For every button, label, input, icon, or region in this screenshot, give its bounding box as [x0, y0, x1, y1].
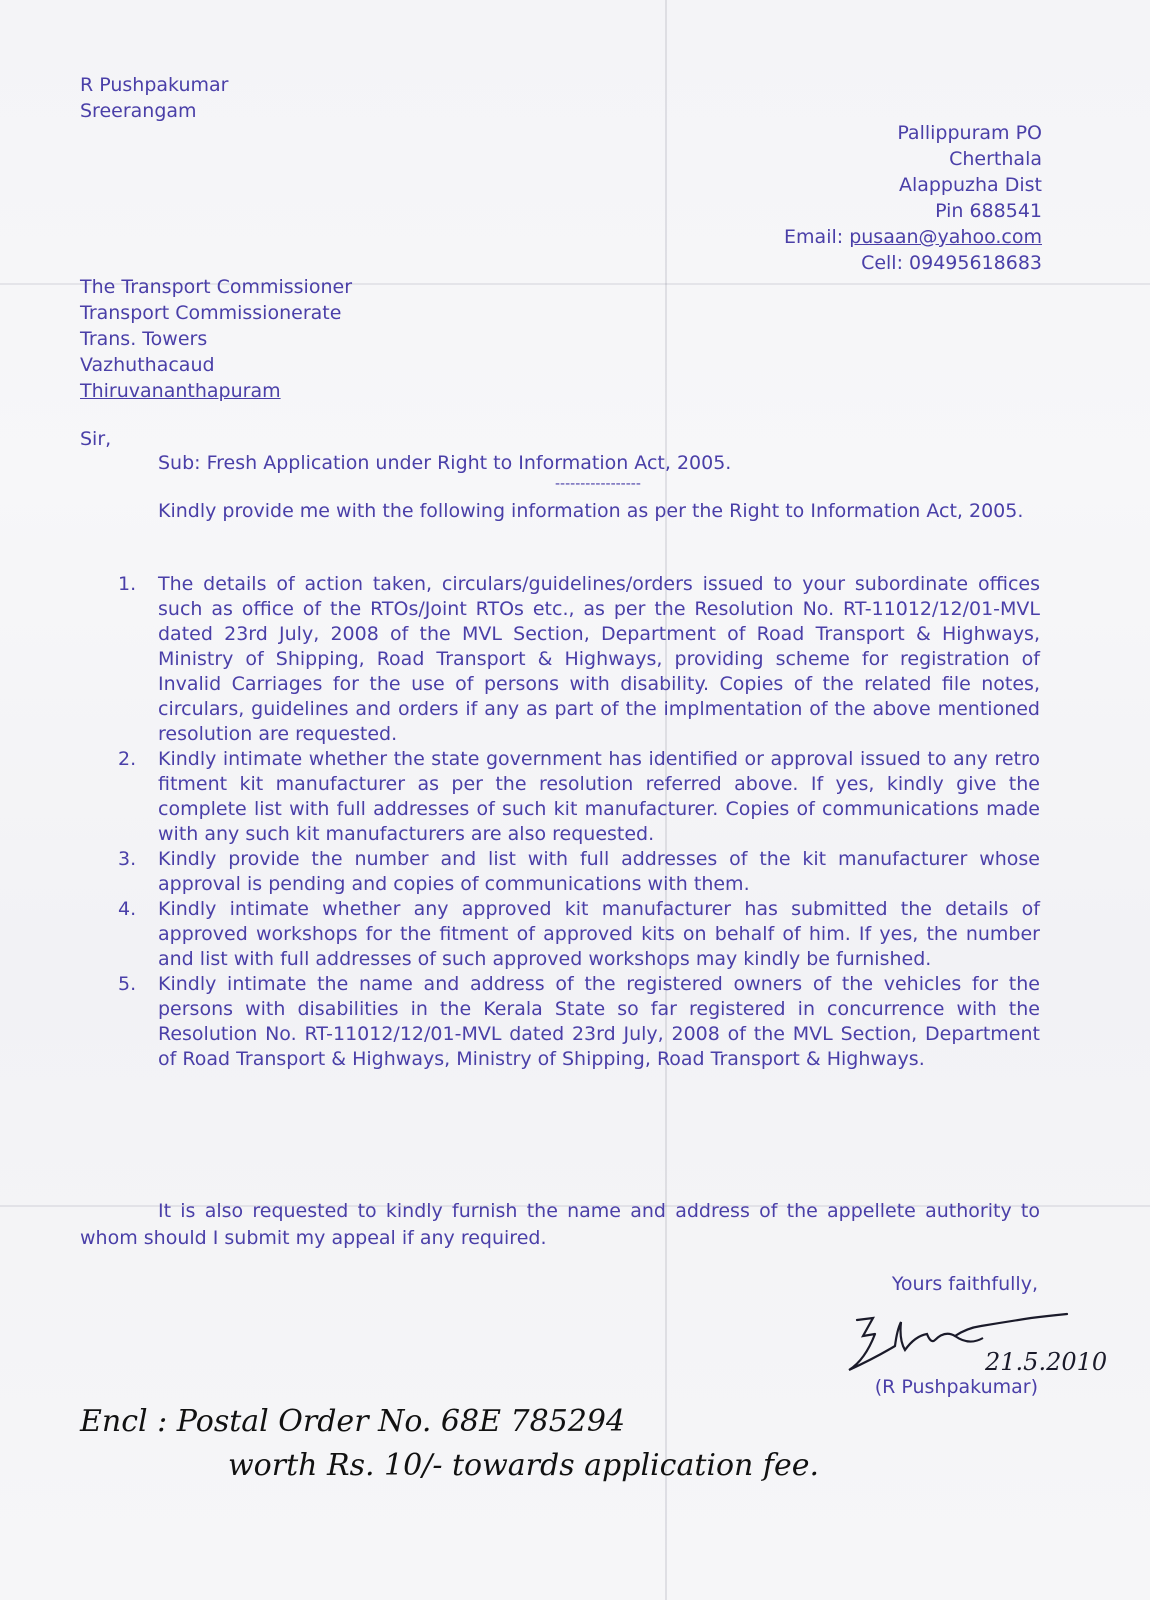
address-line-3: Alappuzha Dist: [898, 174, 1042, 196]
item-number: 3.: [118, 848, 137, 870]
address-line-1: Pallippuram PO: [897, 122, 1042, 144]
email-link[interactable]: pusaan@yahoo.com: [849, 226, 1042, 248]
email-line: [784, 224, 1042, 250]
signature-date: 21.5.2010: [985, 1348, 1108, 1376]
item-text: Kindly intimate whether the state government has identified or approval issued to any retro fitment kit manufacturer as per the resolution referred above. If yes, kindly give the complete list with full addresses of such kit manufacturer. Copies of communications made with any such kit manufacturers are also requested.: [158, 748, 1040, 845]
request-list: [80, 572, 1040, 1072]
sender-block: [80, 72, 228, 124]
cell-number: Cell: 09495618683: [861, 252, 1042, 274]
request-item: [80, 747, 1040, 847]
address-pin: Pin 688541: [935, 200, 1042, 222]
recipient-city: Thiruvananthapuram: [80, 380, 281, 402]
valediction: Yours faithfully,: [891, 1273, 1038, 1295]
handwritten-enclosure-line-1: Encl : Postal Order No. 68E 785294: [80, 1404, 626, 1439]
request-item: [80, 847, 1040, 897]
address-line-2: Cherthala: [949, 148, 1042, 170]
request-item: [80, 972, 1040, 1072]
sender-address-block: [784, 120, 1042, 276]
item-number: 2.: [118, 748, 137, 770]
subject-line: Sub: Fresh Application under Right to Information Act, 2005.: [158, 452, 732, 474]
request-item: [80, 572, 1040, 747]
recipient-line-4: Vazhuthacaud: [80, 354, 215, 376]
intro-paragraph: Kindly provide me with the following information as per the Right to Information Act, 2005.: [158, 500, 1024, 522]
sender-house: Sreerangam: [80, 100, 197, 122]
item-number: 4.: [118, 898, 137, 920]
item-number: 5.: [118, 973, 137, 995]
closing-paragraph: It is also requested to kindly furnish the name and address of the appellete authority to whom should I submit my appeal if any required.: [80, 1200, 1040, 1249]
item-number: 1.: [118, 573, 137, 595]
handwritten-enclosure-line-2: worth Rs. 10/- towards application fee.: [228, 1448, 820, 1483]
item-text: Kindly intimate the name and address of the registered owners of the vehicles for the persons with disabilities in the Kerala State so far registered in concurrence with the Resolution No. RT-11012/12/01-MVL dated 23rd July, 2008 of the MVL Section, Department of Road Transport & Highways, Ministry of Shipping, Road Transport & Highways.: [158, 973, 1040, 1070]
sender-name: R Pushpakumar: [80, 74, 229, 96]
signatory-name: (R Pushpakumar): [874, 1376, 1038, 1398]
item-text: Kindly provide the number and list with full addresses of the kit manufacturer whose approval is pending and copies of communications with them.: [158, 848, 1040, 895]
item-text: Kindly intimate whether any approved kit manufacturer has submitted the details of approved workshops for the fitment of approved kits on behalf of him. If yes, the number and list with full addresses of such approved workshops may kindly be furnished.: [158, 898, 1040, 970]
item-text: The details of action taken, circulars/guidelines/orders issued to your subordinate offices such as office of the RTOs/Joint RTOs etc., as per the Resolution No. RT-11012/12/01-MVL dated 23rd July, 2008 of the MVL Section, Department of Road Transport & Highways, Ministry of Shipping, Road Transport & Highways, providing scheme for registration of Invalid Carriages for the use of persons with disability. Copies of the related file notes, circulars, guidelines and orders if any as part of the implmentation of the above mentioned resolution are requested.: [158, 573, 1040, 745]
recipient-block: [80, 274, 352, 404]
email-label: Email:: [784, 226, 850, 248]
recipient-line-2: Transport Commissionerate: [80, 302, 342, 324]
recipient-line-3: Trans. Towers: [80, 328, 208, 350]
salutation: Sir,: [80, 428, 112, 450]
recipient-line-1: The Transport Commissioner: [80, 276, 353, 298]
subject-divider: -----------------: [555, 476, 641, 492]
request-item: [80, 897, 1040, 972]
